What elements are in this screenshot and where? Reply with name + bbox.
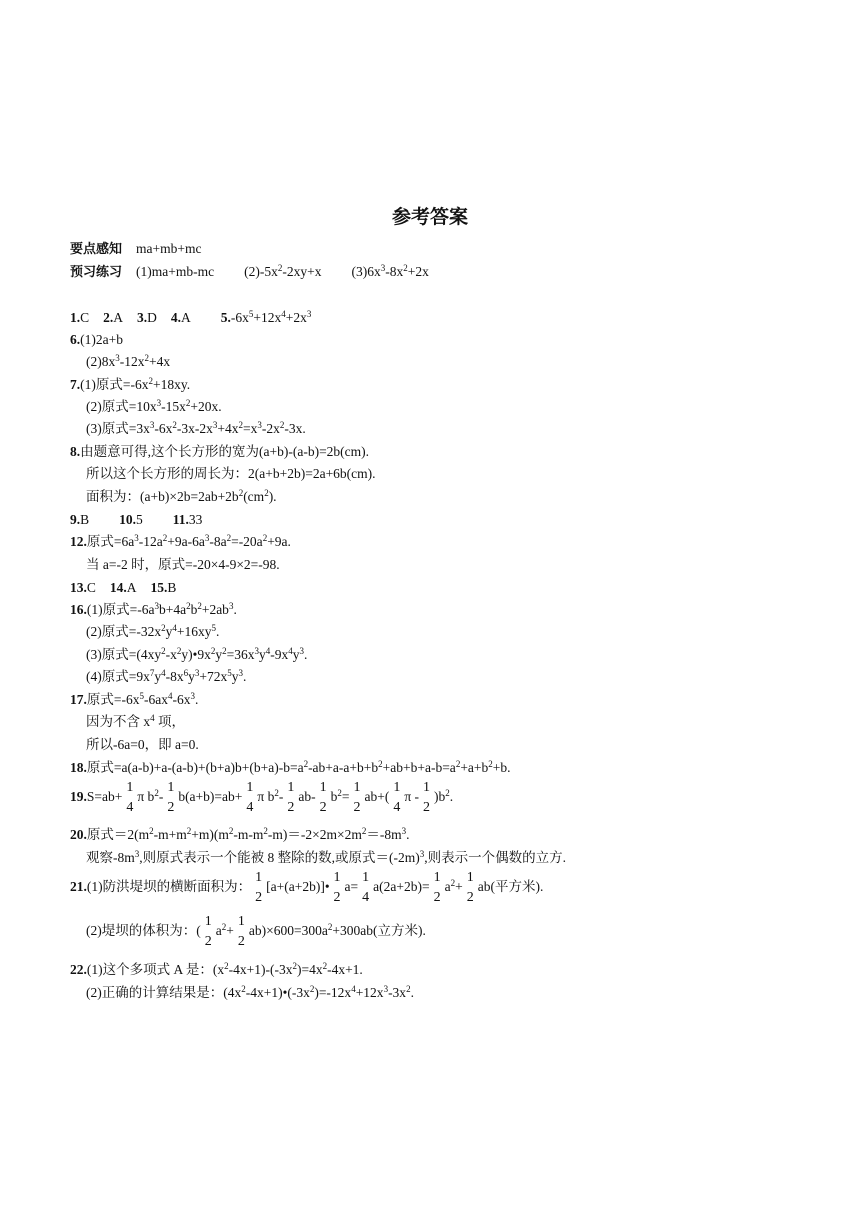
fraction: 1 2 — [423, 780, 431, 815]
answer-16-3: (3)原式$=(4xy^2-x^2y)•9x^2y^2=36x^3y^4-9x^4y^3$. — [86, 646, 308, 662]
answer-20-1: 20.原式$=2(m^2-m+m^2+m)(m^2-m-m^2-m)=-2\times 2m\times 2m^2=-8m^3$. — [70, 826, 410, 842]
answer-21-1: 21.(1)防洪堤坝的横断面积为： 1 2 [a+(a+2b)]• 1 2 a= 1 4 a(2a+2b)= 1 2 $a^2+$ 1 2 ab(平方米). — [70, 868, 543, 908]
fraction: 1 2 — [433, 870, 441, 905]
answer-22-2: (2)正确的计算结果是：$(4x^2-4x+1)•(-3x^2)=-12x^4+12x^3-3x^2$. — [86, 984, 414, 1000]
answer-8-2: 所以这个长方形的周长为：2(a+b+2b)=2a+6b(cm). — [86, 466, 376, 481]
answer-row-1-5: 1.C 2.A 3.D 4.A $5.-6x^5+12x^4+2x^3$ — [70, 309, 312, 325]
fraction: 1 2 — [167, 780, 175, 815]
answer-row-13-15: 13.C 14.A 15.B — [70, 580, 177, 595]
answer-19: 19.S=ab+ 1 4 π $b^2-$ 1 2 b(a+b)=ab+ 1 4 π $b^2-$ 1 2 ab- 1 2 $b^2=$ 1 2 ab+( 1 4 π - 1 2 )$b^2$. — [70, 778, 453, 818]
answer-17-3: 所以-6a=0，即 a=0. — [86, 737, 199, 752]
preview-line: 预习练习 (1)ma+mb-mc $(2)-5x^2-2xy+x$ $(3)6x^3-8x^2+2x$ — [70, 263, 429, 280]
fraction: 1 4 — [126, 780, 134, 815]
answer-8-3: 面积为：$(a+b)\times 2b=2ab+2b^2(cm^2)$. — [86, 488, 277, 504]
answer-7-2: (2)原式$=10x^3-15x^2+20x$. — [86, 398, 222, 414]
fraction: 1 4 — [246, 780, 254, 815]
fraction: 1 2 — [353, 780, 361, 815]
key-points-label: 要点感知 — [70, 242, 123, 257]
fraction: 1 2 — [204, 914, 212, 949]
answer-7-3: (3)原式$=3x^3-6x^2-3x-2x^3+4x^2=x^3-2x^2-3x$. — [86, 420, 306, 436]
answer-7-1: 7.(1)原式$=-6x^2+18xy$. — [70, 376, 191, 392]
fraction: 1 4 — [393, 780, 401, 815]
fraction: 1 2 — [319, 780, 327, 815]
answer-18: 18.原式$=a(a-b)+a-(a-b)+(b+a)b+(b+a)-b=a^2-ab+a-a+b+b^2+ab+b+a-b=a^2+a+b^2+b$. — [70, 759, 511, 775]
fraction: 1 2 — [287, 780, 295, 815]
answer-12-1: 12.原式$=6a^3-12a^2+9a-6a^3-8a^2=-20a^2+9a$. — [70, 533, 291, 549]
fraction: 1 2 — [333, 870, 341, 905]
answer-16-1: 16.(1)原式$=-6a^3b+4a^2b^2+2ab^3$. — [70, 601, 237, 617]
answer-21-2: (2)堤坝的体积为：( 1 2 $a^2+$ 1 2 $ab)\times 600=300a^2+300ab$(立方米). — [86, 912, 426, 952]
answer-8-1: 8.由题意可得,这个长方形的宽为(a+b)-(a-b)=2b(cm). — [70, 444, 370, 459]
answer-20-2: 观察$-8m^3$,则原式表示一个能被 8 整除的数,或原式$=(-2m)^3$,则表示一个偶数的立方. — [86, 849, 566, 865]
page-title: 参考答案 — [391, 206, 468, 228]
key-points-line: 要点感知 ma+mb+mc — [70, 241, 202, 257]
fraction: 1 2 — [237, 914, 245, 949]
answer-16-4: (4)原式$=9x^7y^4-8x^6y^3+72x^5y^3$. — [86, 668, 247, 684]
answer-6-1: 6.(1)2a+b — [70, 332, 123, 347]
answer-row-9-11: 9.B 10.5 11.33 — [70, 512, 203, 527]
preview-label: 预习练习 — [70, 265, 123, 280]
answer-17-2: 因为不含 $x^4$ 项， — [86, 713, 185, 729]
answer-12-2: 当 a=-2 时，原式=-20×4-9×2=-98. — [86, 557, 280, 572]
fraction: 1 2 — [255, 870, 263, 905]
answer-16-2: (2)原式$=-32x^2y^4+16xy^5$. — [86, 623, 220, 639]
answer-22-1: 22.(1)这个多项式 A 是：$(x^2-4x+1)-(-3x^2)=4x^2-4x+1$. — [70, 961, 363, 977]
fraction: 1 2 — [466, 870, 474, 905]
answer-6-2: $(2)8x^3-12x^2+4x$ — [86, 353, 171, 369]
fraction: 1 4 — [362, 870, 370, 905]
answer-17-1: 17.原式$=-6x^5-6ax^4-6x^3$. — [70, 691, 199, 707]
